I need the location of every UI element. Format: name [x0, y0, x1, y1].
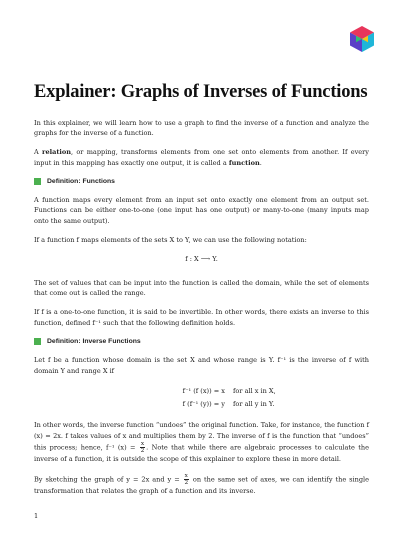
- invertible-paragraph: If f is a one-to-one function, it is said to be invertible. In other words, there exists an inverse to this function, defined f⁻¹ such that the following definition holds.: [34, 308, 369, 327]
- equation-row: f (f⁻¹ (y)) = y for all y in Y.: [182, 399, 275, 408]
- intro-paragraph: In this explainer, we will learn how to use a graph to find the inverse of a function and analyze the graphs for the inverse of a function.: [34, 119, 369, 138]
- function-term: function: [228, 158, 260, 167]
- sketch-paragraph: By sketching the graph of y = 2x and y = $\frac{x}{2}$ on the same set of axes, we can identify the single transformation that relates the graph of a function and its inverse.: [34, 473, 370, 496]
- notation-intro: If a function f maps elements of the sets X to Y, we can use the following notation:: [34, 235, 307, 244]
- fraction: $\frac{x}{2}$: [140, 441, 145, 455]
- definition-heading-functions: Definition: Functions: [34, 177, 369, 187]
- relation-term: relation: [42, 148, 71, 157]
- brand-logo-icon: [350, 26, 374, 52]
- green-square-icon: [34, 338, 41, 345]
- definition-functions-text: A function maps every element from an input set onto exactly one element from an output set. Functions can be either one-to-one (one input has one output) or many-to-one (many inputs map onto the same output).: [34, 196, 369, 225]
- domain-paragraph: The set of values that can be input into the function is called the domain, while the set of elements that come out is called the range.: [34, 279, 369, 298]
- green-square-icon: [34, 178, 41, 185]
- document-body: [34, 118, 369, 505]
- definition-heading-inverse: Definition: Inverse Functions: [34, 337, 369, 347]
- definition-inverse-text: Let f be a function whose domain is the set X and whose range is Y. f⁻¹ is the inverse of f with domain Y and range X if: [34, 356, 369, 375]
- fraction: $\frac{x}{2}$: [184, 473, 189, 487]
- notation-formula: f : X ⟶ Y.: [185, 254, 218, 263]
- page-title: Explainer: Graphs of Inverses of Functions: [34, 82, 368, 102]
- inverse-equations: [34, 384, 369, 410]
- relation-paragraph: A relation, or mapping, transforms elements from one set onto elements from another. If every input in this mapping has exactly one output, it is called a function.: [34, 148, 369, 167]
- page-number: 1: [34, 512, 39, 520]
- equation-row: f⁻¹ (f (x)) = x for all x in X,: [182, 386, 276, 395]
- undoes-paragraph: In other words, the inverse function “undoes” the original function. Take, for instance, the function f (x) = 2x. f takes values of x and multiplies them by 2. The inverse of f is the function that “undoes” this process; hence, f⁻¹ (x) = $\frac{x}{2}$ . Note that while there are algebraic processes to calculate the inverse of a function, it is outside the scope of this explainer to explore these in more detail.: [34, 421, 369, 464]
